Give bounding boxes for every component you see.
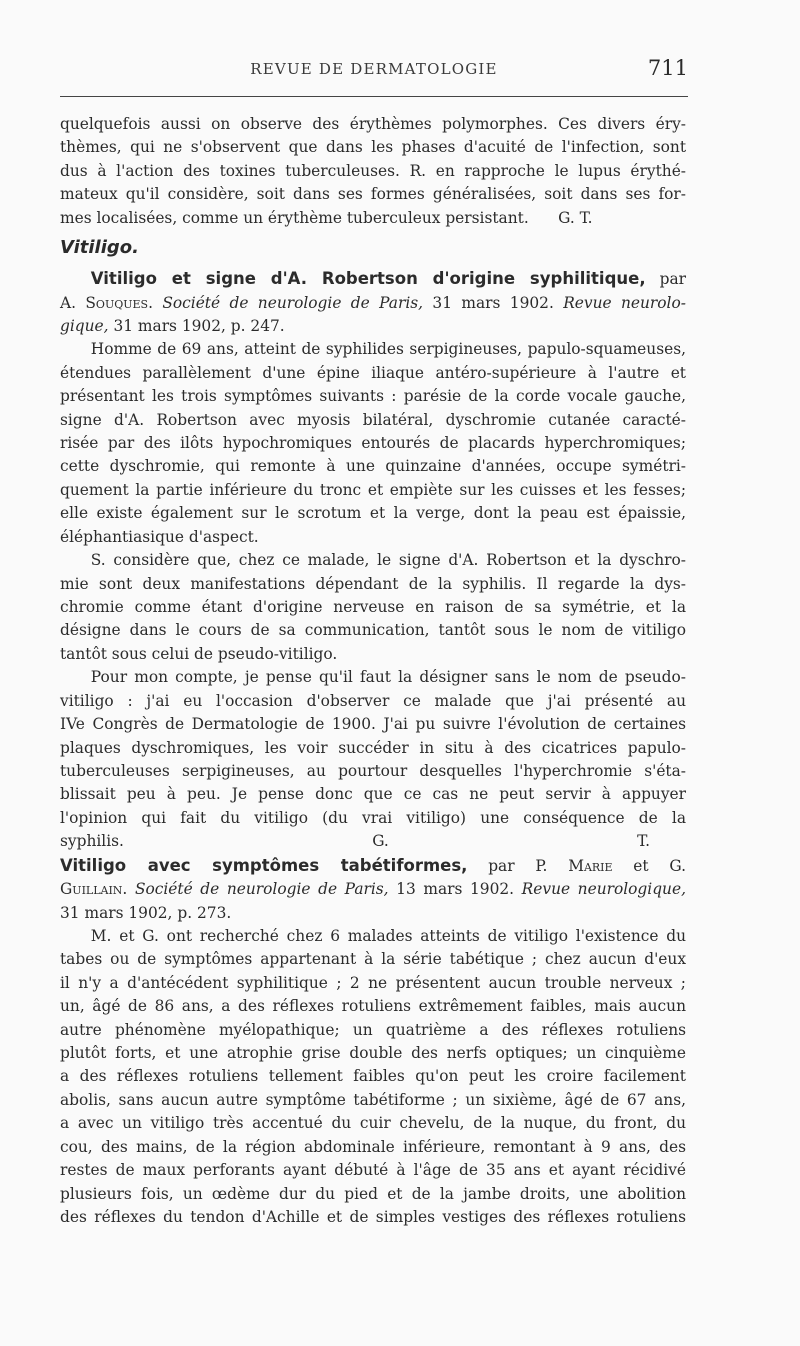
citation-line [60,267,686,291]
text-line: quelquefois aussi on observe des érythèmes polymorphes. Ces divers éry- [60,115,686,133]
author-name: Guillain. [60,880,128,899]
text-line: tantôt sous celui de pseudo-vitiligo. [60,644,338,663]
text-line: IVe Congrès de Dermatologie de 1900. J'ai pu suivre l'évolution de certaines [60,715,686,734]
text-line: Homme de 69 ans, atteint de syphilides serpigineuses, papulo-squameuses, [90,340,686,359]
text-line: autre phénomène myélopathique; un quatrième a des réflexes rotuliens [60,1020,686,1039]
author-initial: A. [60,293,77,312]
text-line: désigne dans le cours de sa communication, tantôt sous le nom de vitiligo [60,621,686,640]
text-line: étendues parallèlement d'une épine iliaque antéro-supérieure à l'autre et [60,363,686,382]
author-initial: P. [535,856,548,875]
page-header [60,58,688,88]
text-line: des réflexes du tendon d'Achille et de simples vestiges des réflexes rotuliens [60,1207,686,1226]
text-line: thèmes, qui ne s'observent que dans les phases d'acuité de l'infection, sont [60,138,686,157]
text-line: cette dyschromie, qui remonte à une quinzaine d'années, occupe symétri- [60,457,686,476]
text-line: signe d'A. Robertson avec myosis bilatéral, dyschromie cutanée caracté- [60,410,686,429]
citation-line: A. Souques. Société de neurologie de Paris, 31 mars 1902. Revue neurolo- [60,293,686,312]
journal-name: Société de neurologie de Paris, [162,293,424,312]
citation-date: 31 mars 1902. [432,293,554,312]
revue-name: Revue neurologique, [521,880,686,899]
text-line: mateux qu'il considère, soit dans ses formes généralisées, soit dans ses for- [60,185,686,204]
text-line: cou, des mains, de la région abdominale inférieure, remontant à 9 ans, des [60,1137,686,1156]
citation-line: 31 mars 1902, p. 273. [60,903,232,922]
text-line: mie sont deux manifestations dépendant de la syphilis. Il regarde la dys- [60,574,686,593]
text-line: chromie comme étant d'origine nerveuse en raison de sa symétrie, et la [60,598,686,617]
article-title: Vitiligo et signe d'A. Robertson d'origine syphilitique, [90,269,646,289]
article-paragraph [60,925,686,1229]
text-line: présentant les trois symptômes suivants : parésie de la corde vocale gauche, [60,387,686,406]
text-line: éléphantiasique d'aspect. [60,527,259,546]
text-line: quement la partie inférieure du tronc et empiète sur les cuisses et les fesses; [60,480,686,499]
author-name: Marie [568,856,613,875]
text-line [60,830,686,853]
text-line: restes de maux perforants ayant débuté à l'âge de 35 ans et ayant récidivé [60,1161,686,1180]
text-line: M. et G. ont recherché chez 6 malades atteints de vitiligo l'existence du [90,926,686,945]
conjunction: et [633,856,649,875]
text-line: il n'y a d'antécédent syphilitique ; 2 ne présentent aucun trouble nerveux ; [60,973,686,992]
text-line: plusieurs fois, un œdème dur du pied et de la jambe droits, une abolition [60,1184,686,1203]
section-heading: Vitiligo. [60,237,139,259]
text-line: dus à l'action des toxines tuberculeuses. R. en rapproche le lupus érythé- [60,161,686,180]
text-line: tabes ou de symptômes appartenant à la série tabétique ; chez aucun d'eux [60,950,686,969]
text-line: a avec un vitiligo très accentué du cuir chevelu, de la nuque, du front, du [60,1114,686,1133]
citation-date: 13 mars 1902. [396,880,515,899]
citation-line [60,854,686,878]
text-line: a des réflexes rotuliens tellement faibles qu'on peut les croire facilement [60,1067,686,1086]
revue-date: 31 mars 1902, p. 247. [113,316,285,335]
text-line: l'opinion qui fait du vitiligo (du vrai vitiligo) une conséquence de la [60,808,686,827]
text-line: abolis, sans aucun autre symptôme tabétiforme ; un sixième, âgé de 67 ans, [60,1090,686,1109]
author-prefix: par [659,270,686,289]
article-citation [60,267,686,338]
article-paragraph [60,338,686,549]
page-number: 711 [647,56,688,80]
header-rule [60,96,688,97]
text-line: risée par des ilôts hypochromiques entourés de placards hyperchromiques; [60,434,686,453]
article-paragraph [60,549,686,666]
text-line: elle existe également sur le scrotum et la verge, dont la peau est épaissie, [60,504,686,523]
running-title: REVUE DE DERMATOLOGIE [250,60,498,78]
text-line: vitiligo : j'ai eu l'occasion d'observer ce malade que j'ai présenté au [60,691,686,710]
journal-name: Société de neurologie de Paris, [134,880,389,899]
author-name: Souques [85,293,149,312]
citation-line [60,315,686,338]
text-line: mes localisées, comme un érythème tuberculeux persistant. G. T. [60,208,593,227]
text-line: plaques dyschromiques, les voir succéder in situ à des cicatrices papulo- [60,738,686,757]
author-prefix: par [488,856,515,875]
article-citation [60,854,686,925]
article-paragraph [60,666,686,853]
body-text [60,113,686,1229]
citation-line [60,878,686,901]
revue-name: Revue neurolo- [563,293,686,312]
final-word: syphilis. [60,832,124,851]
text-line: blissait peu à peu. Je pense donc que ce cas ne peut servir à appuyer [60,785,686,804]
article-title: Vitiligo avec symptômes tabétiformes, [60,855,468,875]
signature: G. T. [372,832,650,851]
revue-name-end: gique, [60,316,109,335]
text-line: plutôt forts, et une atrophie grise double des nerfs optiques; un cinquième [60,1044,686,1063]
text-line: S. considère que, chez ce malade, le signe d'A. Robertson et la dyschro- [90,551,686,570]
paragraph-continuation [60,113,686,230]
text-line: un, âgé de 86 ans, a des réflexes rotuliens extrêmement faibles, mais aucun [60,997,686,1016]
author-initial: G. [669,856,686,875]
text-line: tuberculeuses serpigineuses, au pourtour desquelles l'hyperchromie s'éta- [60,761,686,780]
text-line: Pour mon compte, je pense qu'il faut la désigner sans le nom de pseudo- [90,668,686,687]
